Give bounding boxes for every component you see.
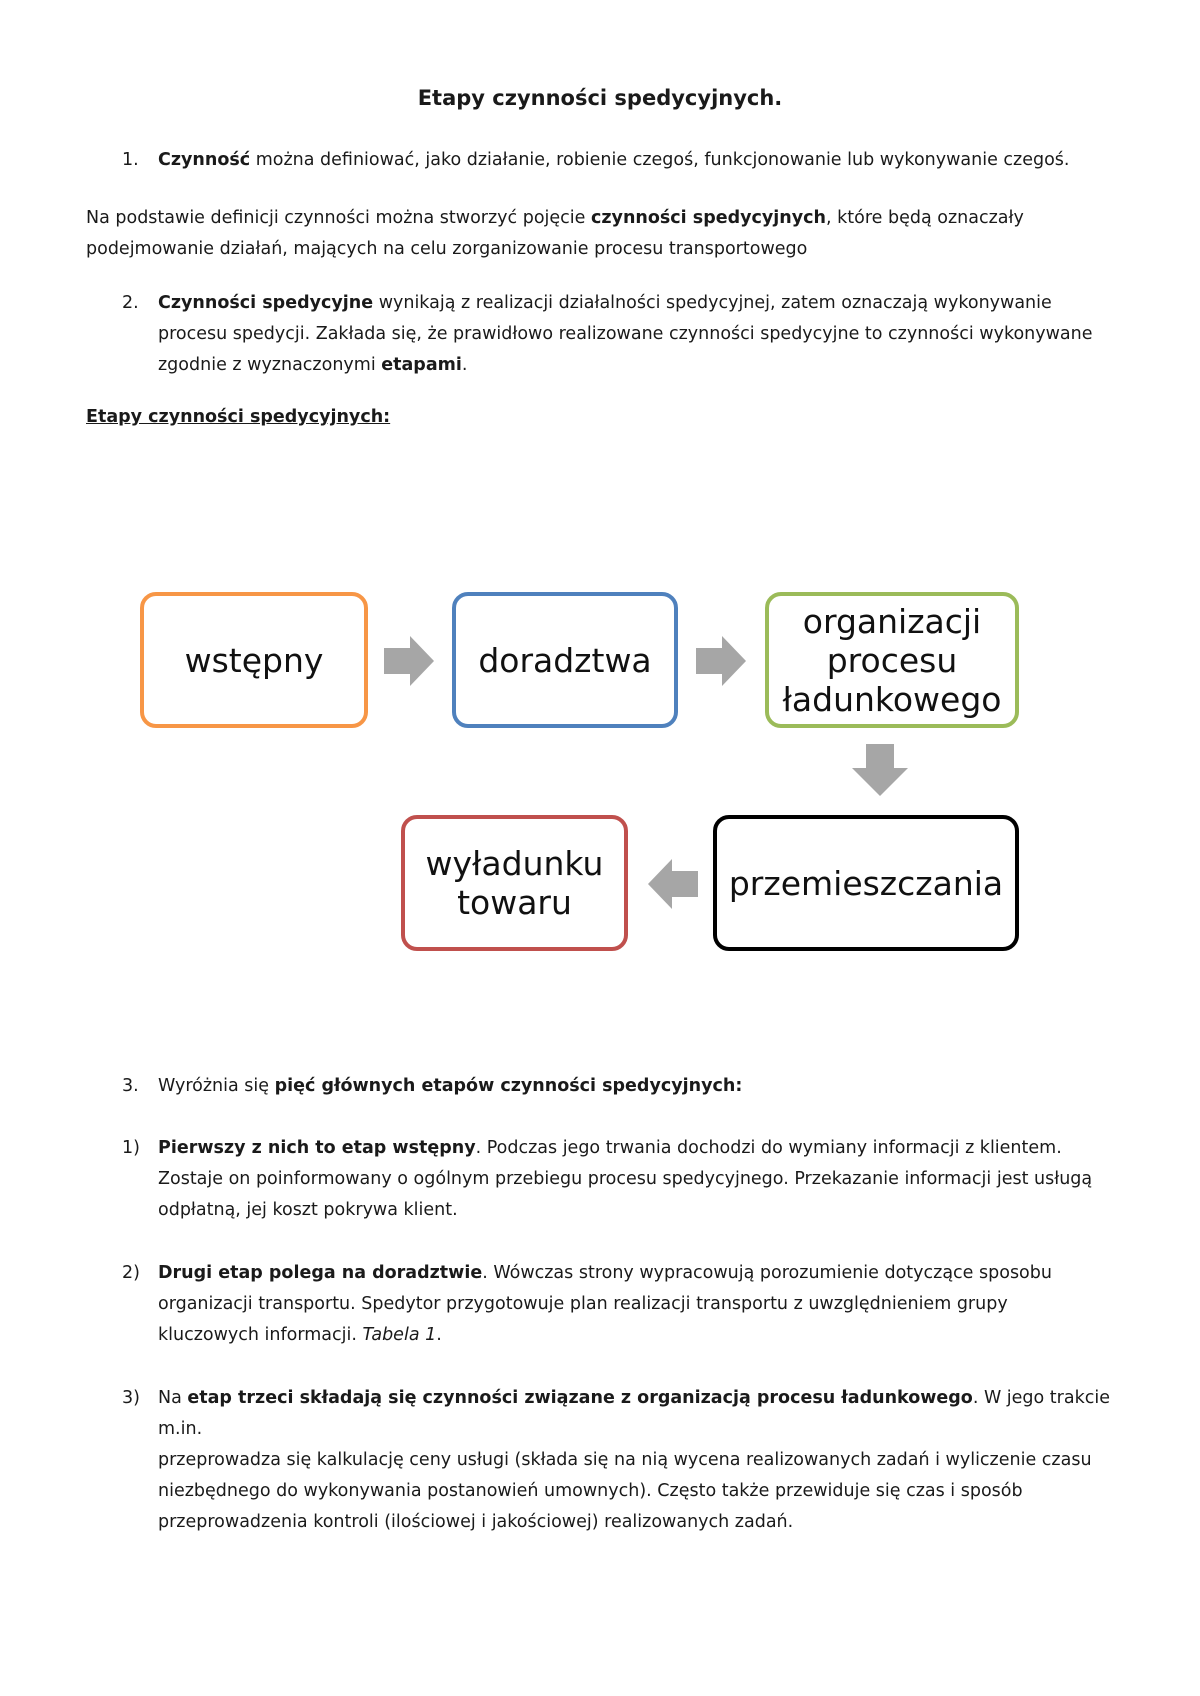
arrow-right-icon <box>384 636 434 686</box>
definition-line-1-bold: czynności spedycyjnych <box>590 208 826 228</box>
stage-box-wstepny <box>140 592 368 728</box>
stage-label-wyladunku-1: wyładunku <box>425 844 604 883</box>
step-1-text <box>158 1133 1118 1226</box>
arrow-right-icon <box>696 636 746 686</box>
list-number-1: 1. <box>122 150 139 170</box>
step-2-line-3 <box>158 1320 1118 1351</box>
item-2-line-3-a: zgodnie z wyznaczonymi <box>158 355 382 375</box>
step-1-line-1 <box>158 1133 1118 1164</box>
step-3-bold: etap trzeci składają się czynności związane z organizacją procesu ładunkowego <box>187 1388 973 1408</box>
step-2-line-2: organizacji transportu. Spedytor przygotowuje plan realizacji transportu z uwzględnieniem grupy <box>158 1294 1008 1314</box>
item-2-line-3-b: . <box>461 355 468 375</box>
step-1-line-3: odpłatną, jej koszt pokrywa klient. <box>158 1200 458 1220</box>
step-2-line-3-a: kluczowych informacji. <box>158 1325 363 1345</box>
stage-box-doradztwa <box>452 592 678 728</box>
step-3-line-1 <box>158 1383 1118 1445</box>
arrow-down-icon <box>852 744 908 796</box>
list-number-2: 2. <box>122 293 139 313</box>
step-3-line-2: przeprowadza się kalkulację ceny usługi (składa się na nią wycena realizowanych zadań i wyliczenie czasu <box>158 1450 1092 1470</box>
step-2-bold: Drugi etap polega na doradztwie <box>158 1263 483 1283</box>
arrow-left-icon <box>648 859 698 909</box>
list-number-3: 3. <box>122 1076 139 1096</box>
step-2-line-3-b: . <box>436 1325 442 1345</box>
stage-label-doradztwa: doradztwa <box>478 640 652 680</box>
step-2-line-1 <box>158 1258 1118 1289</box>
item-3-text <box>158 1071 1118 1102</box>
stage-label-organizacji-3: ładunkowego <box>782 679 1002 719</box>
step-2-line-1-rest: . Wówczas strony wypracowują porozumienie dotyczące sposobu <box>482 1263 1052 1283</box>
stage-label-przemieszczania: przemieszczania <box>728 863 1004 903</box>
stage-label-wyladunku-2: towaru <box>457 883 572 922</box>
step-2-table-reference: Tabela 1 <box>362 1325 437 1345</box>
stage-label-organizacji-1: organizacji <box>802 601 982 641</box>
item-2-bold: Czynności spedycyjne <box>158 293 374 313</box>
step-number-2: 2) <box>122 1263 140 1283</box>
item-1-rest: można definiować, jako działanie, robienie czegoś, funkcjonowanie lub wykonywanie czegoś. <box>250 150 1070 170</box>
item-3-text-a: Wyróżnia się <box>158 1076 275 1096</box>
step-3-line-3: niezbędnego do wykonywania postanowień umownych). Często także przewiduje się czas i sposób <box>158 1481 1023 1501</box>
step-1-bold: Pierwszy z nich to etap wstępny <box>158 1138 476 1158</box>
page-title: Etapy czynności spedycyjnych. <box>417 86 783 110</box>
step-number-1: 1) <box>122 1138 140 1158</box>
stage-box-przemieszczania <box>713 815 1019 951</box>
item-3-bold: pięć głównych etapów czynności spedycyjnych: <box>274 1076 743 1096</box>
step-2-text <box>158 1258 1118 1351</box>
item-2-line-2: procesu spedycji. Zakłada się, że prawidłowo realizowane czynności spedycyjne to czynności wykonywane <box>158 324 1093 344</box>
definition-line-2: podejmowanie działań, mających na celu zorganizowanie procesu transportowego <box>86 239 808 259</box>
definition-line-1-a: Na podstawie definicji czynności można stworzyć pojęcie <box>86 208 591 228</box>
step-1-line-1-rest: . Podczas jego trwania dochodzi do wymiany informacji z klientem. <box>475 1138 1062 1158</box>
definition-line-1-b: , które będą oznaczały <box>826 208 1024 228</box>
subheading: Etapy czynności spedycyjnych: <box>86 407 391 427</box>
step-3-line-1-rest: . W jego trakcie m.in. <box>158 1388 1110 1439</box>
stage-label-wstepny: wstępny <box>184 640 324 680</box>
item-1-bold: Czynność <box>158 150 251 170</box>
stage-box-wyladunku <box>401 815 628 951</box>
item-2-line-1-rest: wynikają z realizacji działalności spedycyjnej, zatem oznaczają wykonywanie <box>373 293 1052 313</box>
step-3-line-4: przeprowadzenia kontroli (ilościowej i jakościowej) realizowanych zadań. <box>158 1512 794 1532</box>
stage-label-organizacji-2: procesu <box>826 640 958 680</box>
step-3-text-a: Na <box>158 1388 188 1408</box>
stage-box-organizacji <box>765 592 1019 728</box>
step-1-line-2: Zostaje on poinformowany o ogólnym przebiegu procesu spedycyjnego. Przekazanie informacji jest usługą <box>158 1169 1093 1189</box>
step-number-3: 3) <box>122 1388 140 1408</box>
item-2-line-3-bold: etapami <box>381 355 462 375</box>
step-3-text <box>158 1383 1118 1538</box>
